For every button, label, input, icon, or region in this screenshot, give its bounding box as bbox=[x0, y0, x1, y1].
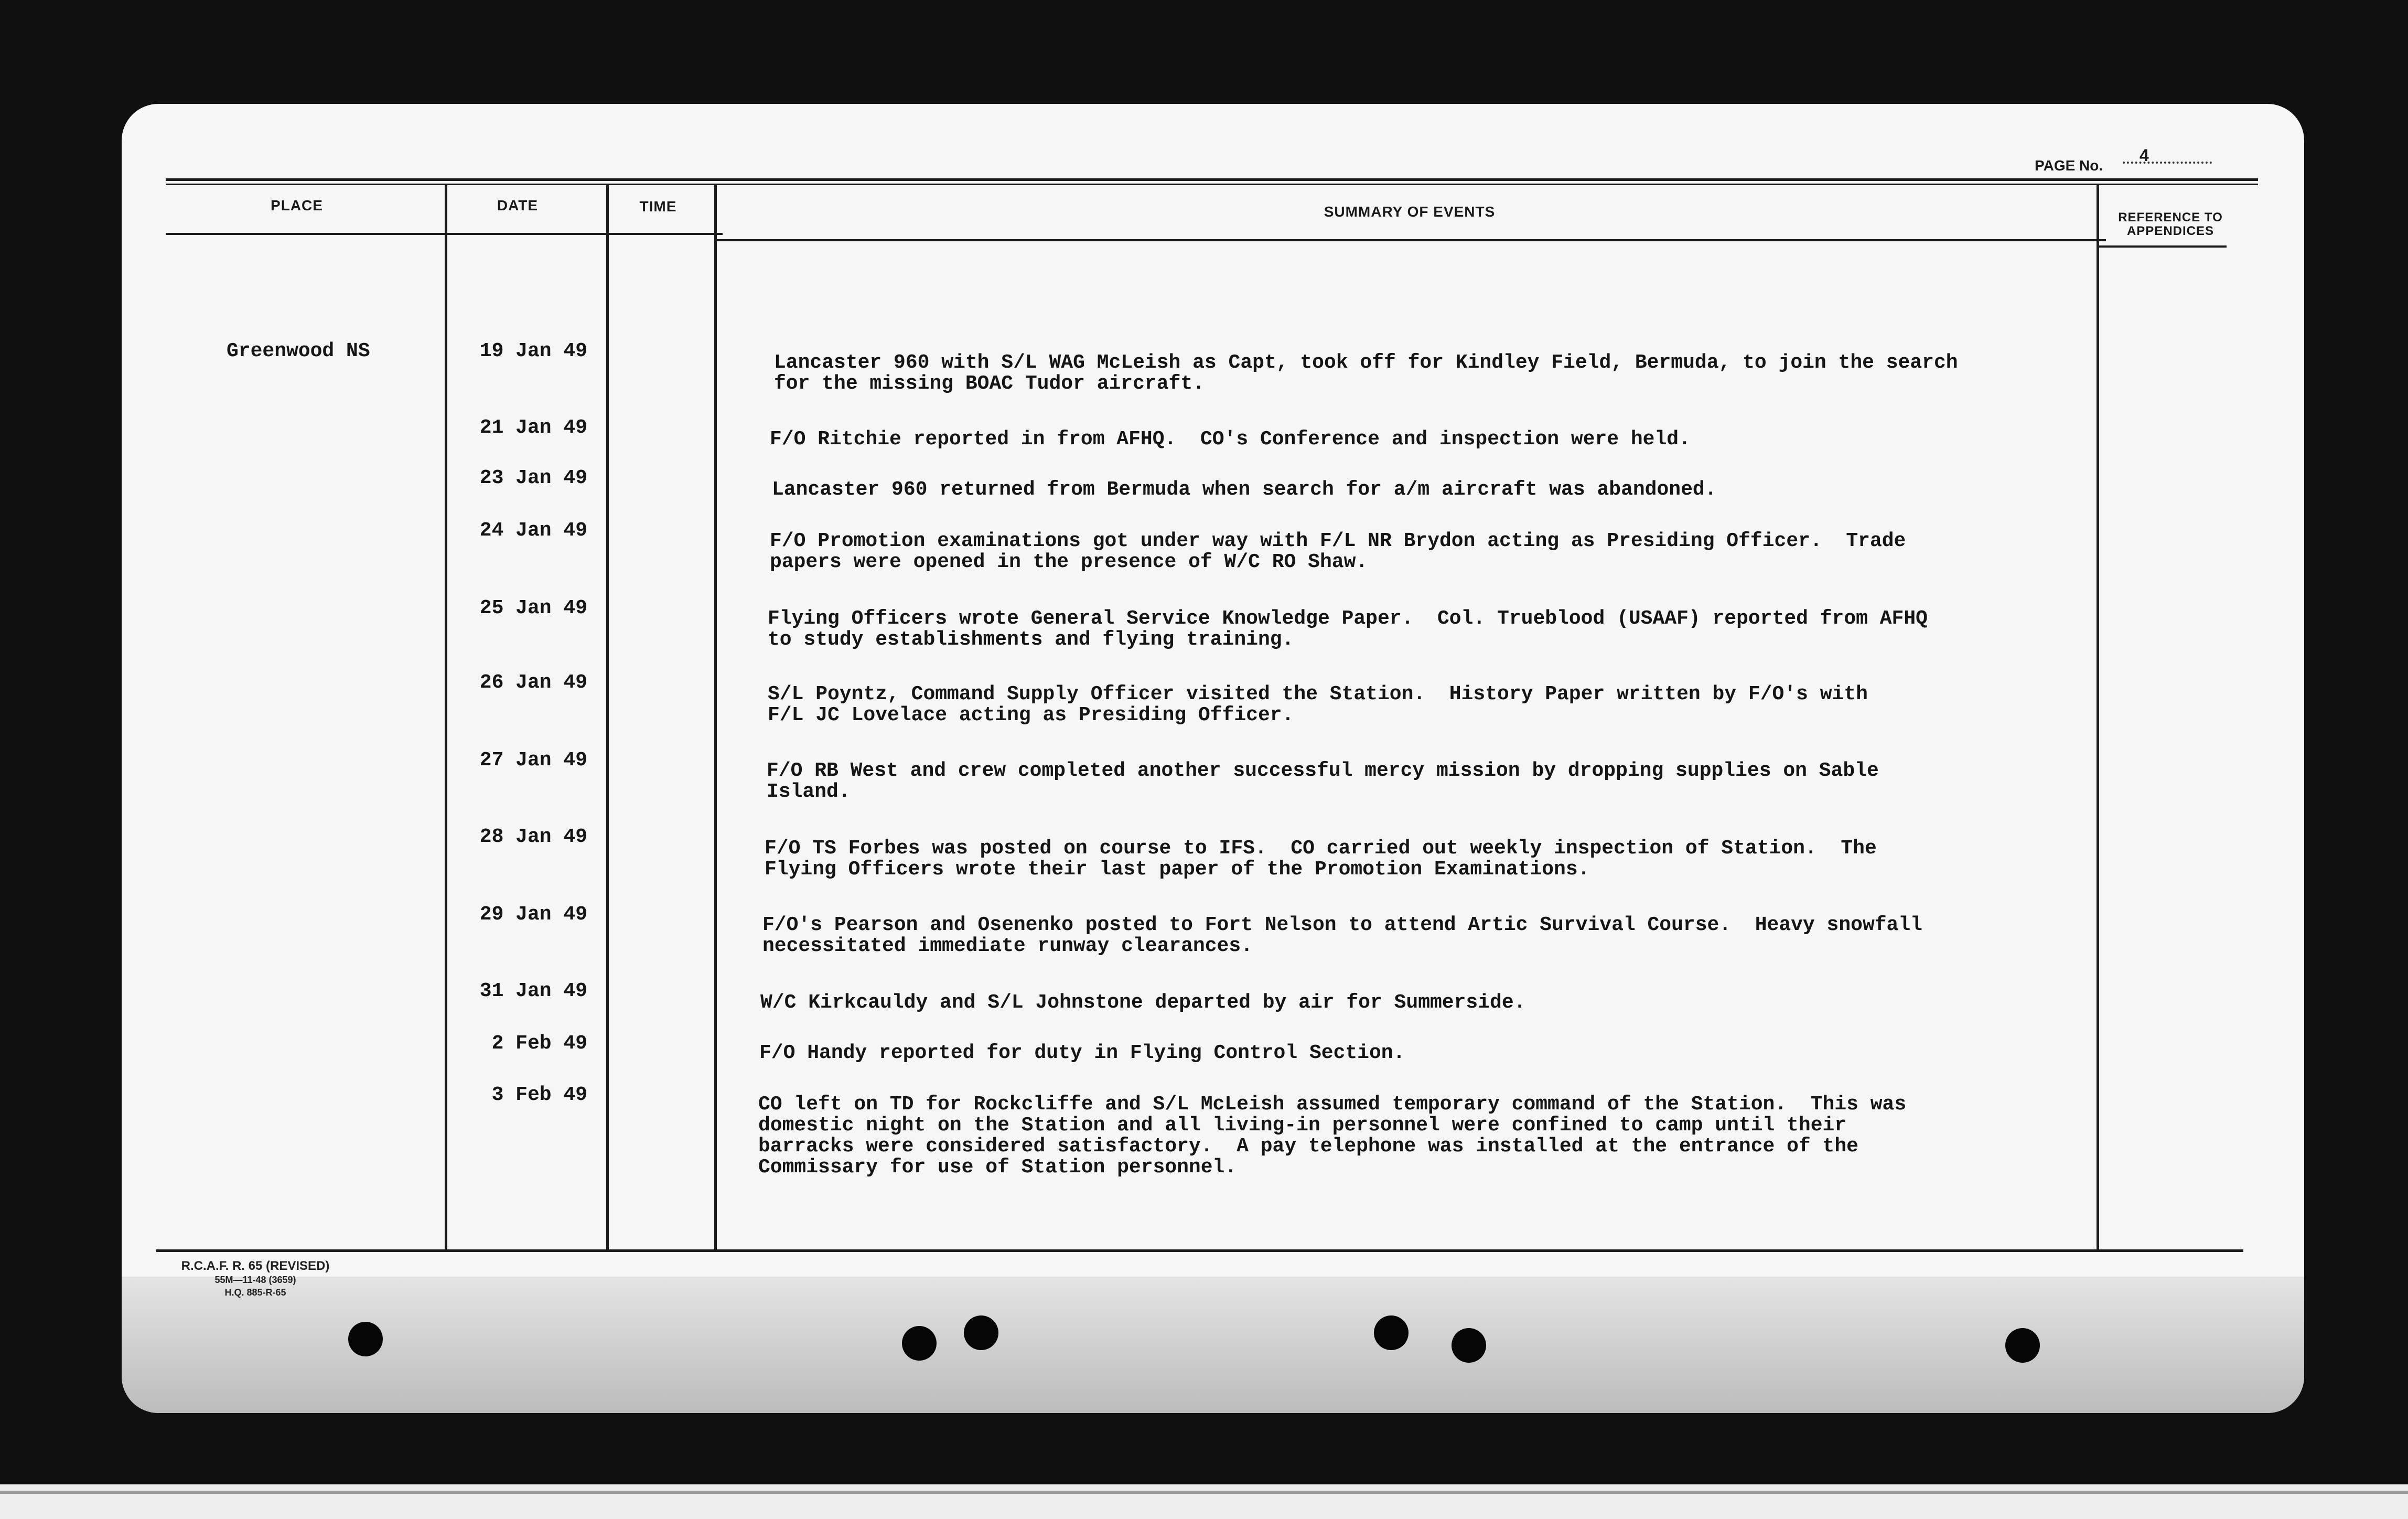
binder-hole bbox=[1452, 1328, 1486, 1363]
scanner-bottom-strip bbox=[0, 1484, 2408, 1519]
log-sheet bbox=[122, 104, 2304, 1413]
header-summary: SUMMARY OF EVENTS bbox=[1324, 204, 1496, 220]
date-cell: 24 Jan 49 bbox=[479, 519, 587, 542]
binder-hole bbox=[902, 1326, 937, 1361]
summary-cell: Lancaster 960 returned from Bermuda when search for a/m aircraft was abandoned. bbox=[772, 478, 1717, 501]
summary-cell: F/O Handy reported for duty in Flying Control Section. bbox=[759, 1042, 1405, 1064]
summary-cell: F/O Ritchie reported in from AFHQ. CO's Conference and inspection were held. bbox=[770, 428, 1691, 451]
date-cell: 21 Jan 49 bbox=[479, 416, 587, 439]
column-divider bbox=[445, 184, 447, 1249]
date-cell: 25 Jan 49 bbox=[479, 597, 587, 619]
top-rule bbox=[166, 178, 2258, 181]
date-cell: 26 Jan 49 bbox=[479, 671, 587, 694]
date-cell: 28 Jan 49 bbox=[479, 826, 587, 848]
paper-shading bbox=[122, 1277, 2304, 1413]
place-cell: Greenwood NS bbox=[227, 340, 370, 362]
page-label: PAGE No. bbox=[2035, 157, 2103, 174]
date-cell: 2 Feb 49 bbox=[491, 1032, 587, 1055]
summary-cell: F/O RB West and crew completed another successful mercy mission by dropping supplies on Sable Island. bbox=[767, 760, 1879, 803]
summary-cell: S/L Poyntz, Command Supply Officer visited the Station. History Paper written by F/O's with F/L JC Lovelace acting as Presiding Officer. bbox=[768, 683, 1868, 726]
summary-cell: W/C Kirkcauldy and S/L Johnstone departed by air for Summerside. bbox=[760, 991, 1526, 1014]
binder-hole bbox=[1374, 1315, 1409, 1350]
header-rule bbox=[166, 233, 723, 235]
header-reference: REFERENCE TO APPENDICES bbox=[2118, 210, 2223, 238]
date-cell: 29 Jan 49 bbox=[479, 903, 587, 926]
summary-cell: Flying Officers wrote General Service Knowledge Paper. Col. Trueblood (USAAF) reported from AFHQ to study establishments and flying training. bbox=[768, 607, 1928, 651]
binder-hole bbox=[348, 1322, 383, 1356]
bottom-rule bbox=[156, 1249, 2243, 1252]
date-cell: 27 Jan 49 bbox=[479, 749, 587, 772]
date-cell: 31 Jan 49 bbox=[479, 980, 587, 1002]
page-number bbox=[2035, 146, 2149, 174]
binder-hole bbox=[964, 1315, 998, 1350]
date-cell: 19 Jan 49 bbox=[479, 340, 587, 362]
date-cell: 23 Jan 49 bbox=[479, 467, 587, 489]
form-number: R.C.A.F. R. 65 (REVISED) 55M—11-48 (3659) H.Q. 885-R-65 bbox=[181, 1259, 330, 1298]
binder-hole bbox=[2005, 1328, 2040, 1363]
summary-cell: F/O's Pearson and Osenenko posted to Fort Nelson to attend Artic Survival Course. Heavy snowfall necessitated immediate runway clearances. bbox=[762, 914, 1922, 957]
summary-cell: F/O TS Forbes was posted on course to IFS. CO carried out weekly inspection of Station. The Flying Officers wrote their last paper of the Promotion Examinations. bbox=[765, 837, 1877, 881]
summary-cell: CO left on TD for Rockcliffe and S/L McLeish assumed temporary command of the Station. This was domestic night on the Station and all living-in personnel were confined to camp until their barracks were considered satisfactory. A pay telephone was installed at the entrance of the Commissary for use of Station personnel. bbox=[758, 1093, 1907, 1179]
summary-cell: F/O Promotion examinations got under way with F/L NR Brydon acting as Presiding Officer. Trade papers were opened in the presence of W/C RO Shaw. bbox=[770, 530, 1906, 573]
summary-cell: Lancaster 960 with S/L WAG McLeish as Capt, took off for Kindley Field, Bermuda, to join the search for the missing BOAC Tudor aircraft. bbox=[774, 351, 1958, 395]
header-time: TIME bbox=[639, 198, 677, 215]
page-number-value: 4 bbox=[2140, 146, 2149, 165]
date-cell: 3 Feb 49 bbox=[491, 1084, 587, 1106]
header-date: DATE bbox=[497, 197, 539, 213]
header-place: PLACE bbox=[271, 197, 323, 213]
